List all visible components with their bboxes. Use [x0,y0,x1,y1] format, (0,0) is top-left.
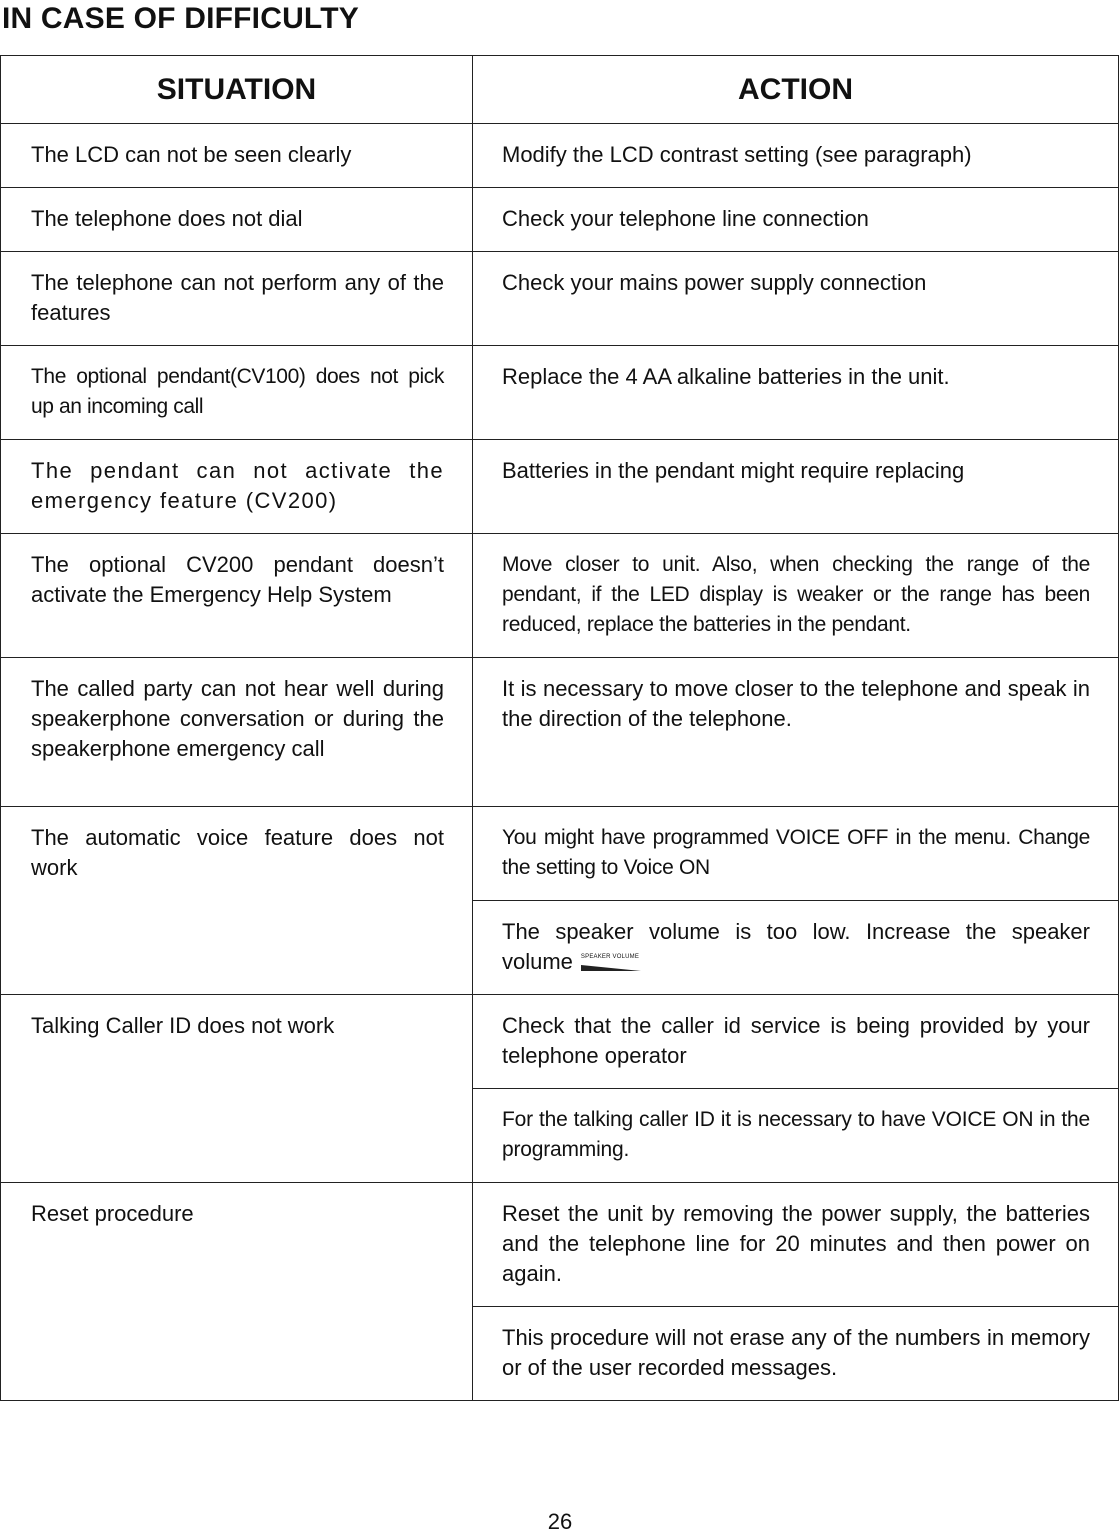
situation-cell: The optional CV200 pendant doesn’t activate the Emergency Help System [1,534,473,658]
table-row [1,440,1119,534]
situation-cell: The telephone can not perform any of the features [1,252,473,346]
table-row [1,658,1119,807]
action-cell: You might have programmed VOICE OFF in the menu. Change the setting to Voice ON [473,807,1119,901]
header-situation: SITUATION [1,56,473,124]
action-cell: Move closer to unit. Also, when checking the range of the pendant, if the LED display is weaker or the range has been reduced, replace the batteries in the pendant. [473,534,1119,658]
action-cell: Check that the caller id service is being provided by your telephone operator [473,995,1119,1089]
speaker-volume-label: SPEAKER VOLUME [580,954,640,961]
speaker-volume-icon [579,954,643,972]
action-cell: It is necessary to move closer to the telephone and speak in the direction of the telephone. [473,658,1119,807]
situation-cell: The automatic voice feature does not work [1,807,473,995]
action-cell [473,901,1119,995]
table-row [1,252,1119,346]
action-cell: This procedure will not erase any of the numbers in memory or of the user recorded messages. [473,1307,1119,1401]
volume-wedge [581,965,641,971]
table-row [1,995,1119,1089]
situation-cell: The pendant can not activate the emergency feature (CV200) [1,440,473,534]
situation-cell: Talking Caller ID does not work [1,995,473,1183]
situation-cell: The optional pendant(CV100) does not pick up an incoming call [1,346,473,440]
troubleshooting-table [0,55,1119,1401]
page-number: 26 [547,1509,573,1534]
action-cell: Modify the LCD contrast setting (see paragraph) [473,124,1119,188]
page-title: IN CASE OF DIFFICULTY [2,2,359,35]
table-row [1,346,1119,440]
action-cell: Check your mains power supply connection [473,252,1119,346]
action-cell: Replace the 4 AA alkaline batteries in the unit. [473,346,1119,440]
situation-cell: The telephone does not dial [1,188,473,252]
table-row [1,534,1119,658]
situation-cell: The called party can not hear well during speakerphone conversation or during the speakerphone emergency call [1,658,473,807]
table-row [1,188,1119,252]
table-row [1,1183,1119,1307]
table-row [1,124,1119,188]
action-text: The speaker volume is too low. Increase the speaker volume [502,919,1090,974]
action-cell: For the talking caller ID it is necessary to have VOICE ON in the programming. [473,1089,1119,1183]
header-action: ACTION [473,56,1119,124]
action-cell: Reset the unit by removing the power supply, the batteries and the telephone line for 20 minutes and then power on again. [473,1183,1119,1307]
situation-cell: Reset procedure [1,1183,473,1401]
situation-cell: The LCD can not be seen clearly [1,124,473,188]
action-cell: Batteries in the pendant might require replacing [473,440,1119,534]
action-cell: Check your telephone line connection [473,188,1119,252]
table-header-row [1,56,1119,124]
table-row [1,807,1119,901]
